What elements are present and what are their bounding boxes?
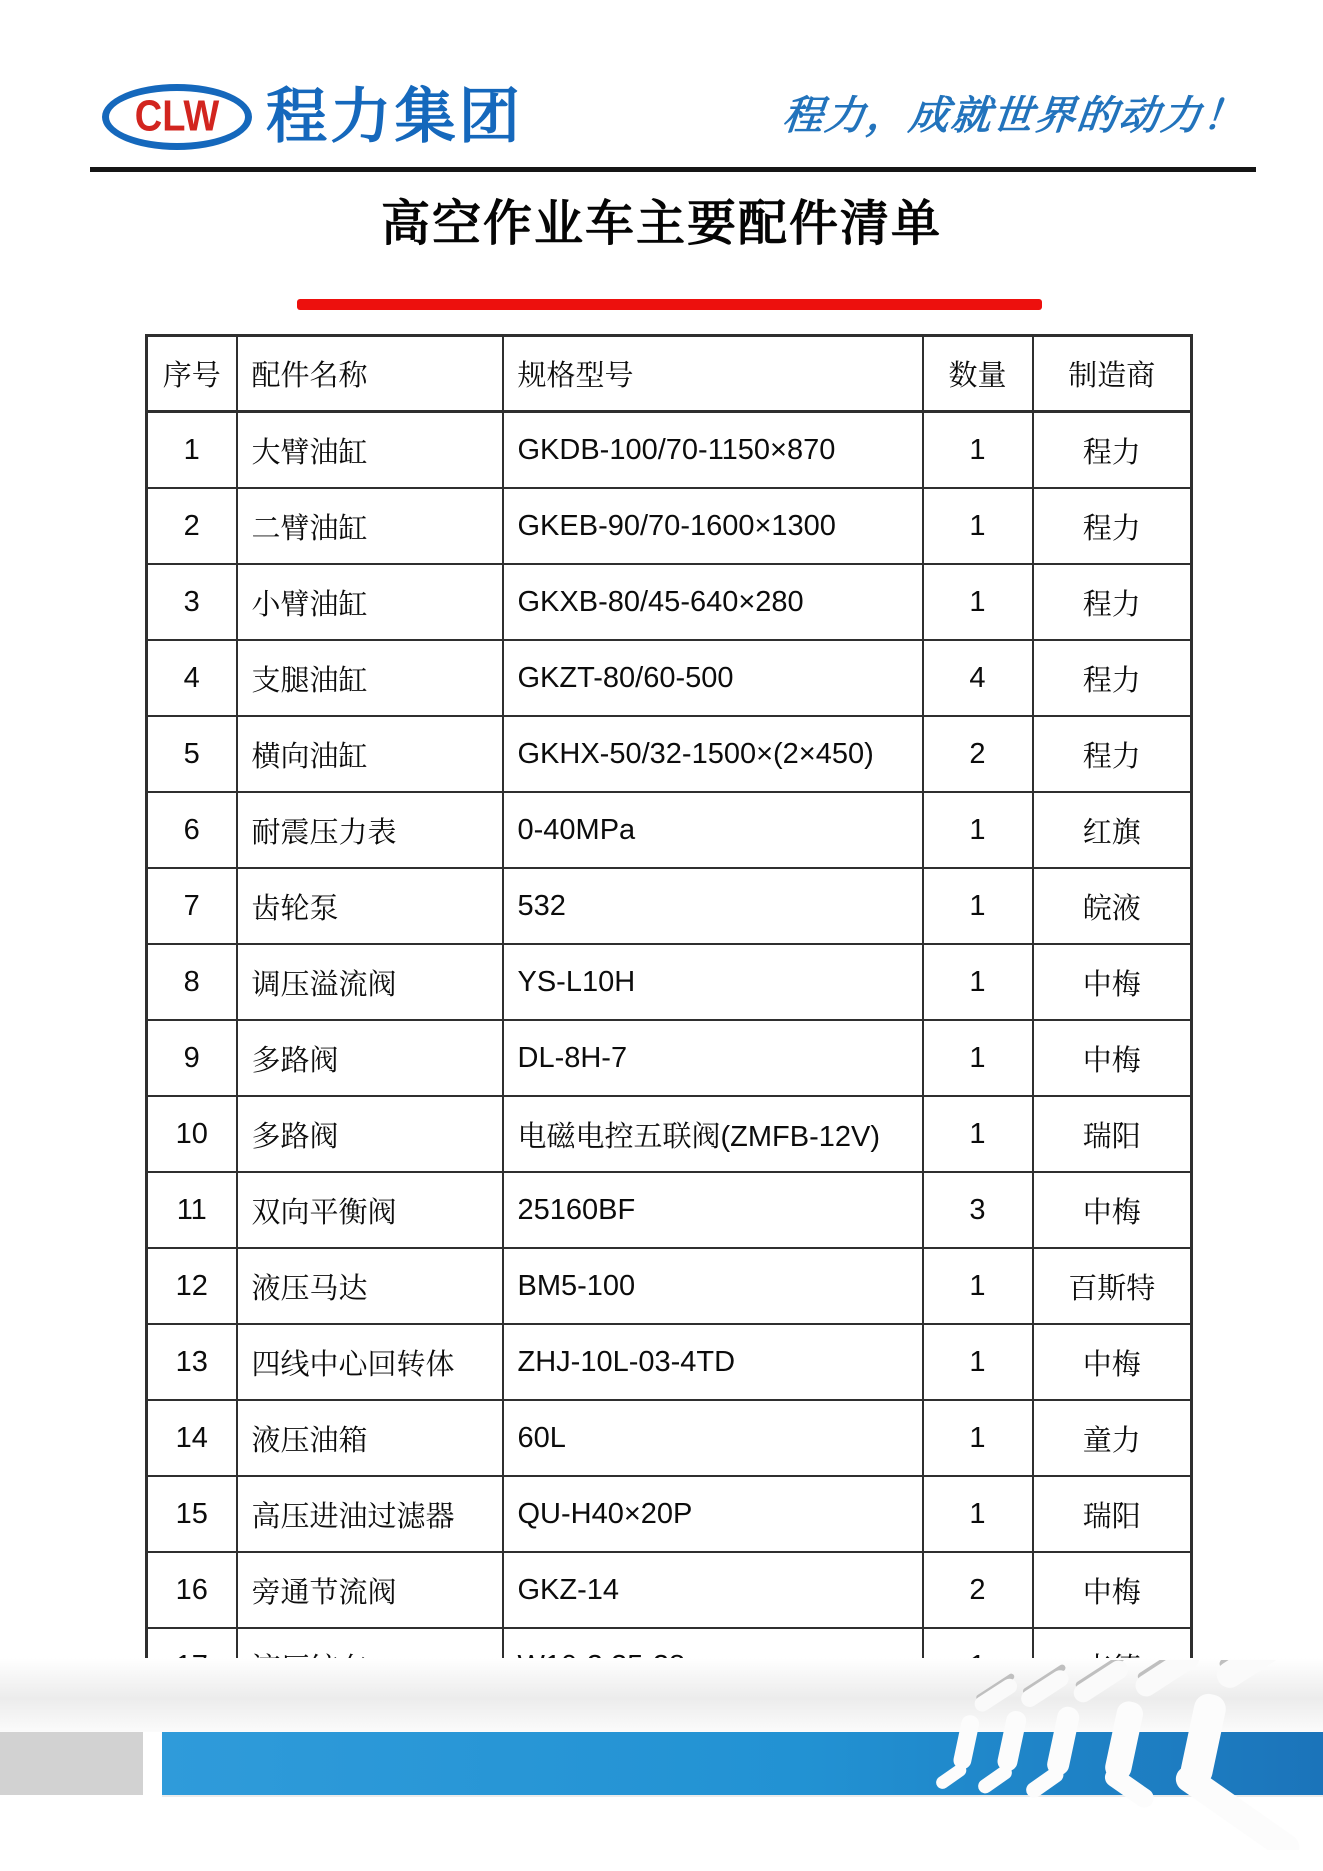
cell-no: 3 xyxy=(147,564,237,640)
column-header-no: 序号 xyxy=(147,336,237,412)
cell-name: 支腿油缸 xyxy=(237,640,503,716)
cell-name: 调压溢流阀 xyxy=(237,944,503,1020)
clw-logo-text: CLW xyxy=(134,92,220,141)
table-row xyxy=(147,792,1192,868)
table-row xyxy=(147,1096,1192,1172)
cell-qty: 1 xyxy=(923,1400,1033,1476)
table-row xyxy=(147,1324,1192,1400)
parts-table xyxy=(145,334,1193,1706)
cell-qty: 1 xyxy=(923,1096,1033,1172)
cell-no: 11 xyxy=(147,1172,237,1248)
cell-no: 10 xyxy=(147,1096,237,1172)
table-row xyxy=(147,716,1192,792)
cell-name: 多路阀 xyxy=(237,1020,503,1096)
cell-no: 7 xyxy=(147,868,237,944)
cell-no: 6 xyxy=(147,792,237,868)
cell-no: 5 xyxy=(147,716,237,792)
cell-spec: 电磁电控五联阀(ZMFB-12V) xyxy=(503,1096,923,1172)
cell-spec: 60L xyxy=(503,1400,923,1476)
header-divider xyxy=(90,167,1256,172)
company-name: 程力集团 xyxy=(266,83,524,150)
cell-maker: 百斯特 xyxy=(1033,1248,1192,1324)
cell-qty: 1 xyxy=(923,1476,1033,1552)
cell-maker: 皖液 xyxy=(1033,868,1192,944)
cell-maker: 程力 xyxy=(1033,412,1192,489)
cell-qty: 1 xyxy=(923,1020,1033,1096)
cell-qty: 1 xyxy=(923,868,1033,944)
table-row xyxy=(147,640,1192,716)
cell-no: 12 xyxy=(147,1248,237,1324)
page-title: 高空作业车主要配件清单 xyxy=(380,197,942,251)
cell-qty: 2 xyxy=(923,716,1033,792)
table-row xyxy=(147,868,1192,944)
cell-qty: 1 xyxy=(923,1324,1033,1400)
cell-qty: 1 xyxy=(923,564,1033,640)
cell-spec: 25160BF xyxy=(503,1172,923,1248)
cell-name: 旁通节流阀 xyxy=(237,1552,503,1628)
cell-name: 二臂油缸 xyxy=(237,488,503,564)
cell-qty: 1 xyxy=(923,488,1033,564)
cell-qty: 2 xyxy=(923,1552,1033,1628)
cell-no: 16 xyxy=(147,1552,237,1628)
cell-spec: GKDB-100/70-1150×870 xyxy=(503,412,923,489)
cell-no: 13 xyxy=(147,1324,237,1400)
cell-qty: 1 xyxy=(923,792,1033,868)
cell-maker: 程力 xyxy=(1033,640,1192,716)
cell-maker: 中梅 xyxy=(1033,1172,1192,1248)
table-header-row xyxy=(147,336,1192,412)
cell-maker: 瑞阳 xyxy=(1033,1096,1192,1172)
parts-table-container xyxy=(145,334,1193,1706)
cell-no: 4 xyxy=(147,640,237,716)
table-row xyxy=(147,1248,1192,1324)
cell-no: 2 xyxy=(147,488,237,564)
cell-name: 多路阀 xyxy=(237,1096,503,1172)
table-row xyxy=(147,412,1192,489)
cell-spec: DL-8H-7 xyxy=(503,1020,923,1096)
cell-maker: 中梅 xyxy=(1033,1552,1192,1628)
table-row xyxy=(147,1552,1192,1628)
cell-qty: 4 xyxy=(923,640,1033,716)
cell-maker: 中梅 xyxy=(1033,1324,1192,1400)
cell-spec: QU-H40×20P xyxy=(503,1476,923,1552)
cell-maker: 程力 xyxy=(1033,564,1192,640)
cell-spec: GKHX-50/32-1500×(2×450) xyxy=(503,716,923,792)
cell-no: 8 xyxy=(147,944,237,1020)
table-row xyxy=(147,1172,1192,1248)
cell-spec: ZHJ-10L-03-4TD xyxy=(503,1324,923,1400)
cell-maker: 程力 xyxy=(1033,488,1192,564)
cell-spec: 532 xyxy=(503,868,923,944)
cell-no: 9 xyxy=(147,1020,237,1096)
cell-name: 耐震压力表 xyxy=(237,792,503,868)
cell-no: 14 xyxy=(147,1400,237,1476)
cell-spec: YS-L10H xyxy=(503,944,923,1020)
cell-no: 15 xyxy=(147,1476,237,1552)
table-row xyxy=(147,488,1192,564)
cell-qty: 3 xyxy=(923,1172,1033,1248)
footer-gray-block xyxy=(0,1732,143,1795)
column-header-qty: 数量 xyxy=(923,336,1033,412)
cell-spec: GKXB-80/45-640×280 xyxy=(503,564,923,640)
cell-spec: GKEB-90/70-1600×1300 xyxy=(503,488,923,564)
cell-name: 大臂油缸 xyxy=(237,412,503,489)
cell-name: 液压马达 xyxy=(237,1248,503,1324)
cell-maker: 红旗 xyxy=(1033,792,1192,868)
cell-name: 双向平衡阀 xyxy=(237,1172,503,1248)
cell-spec: GKZT-80/60-500 xyxy=(503,640,923,716)
cell-spec: BM5-100 xyxy=(503,1248,923,1324)
parts-table-body xyxy=(147,412,1192,1705)
cell-spec: 0-40MPa xyxy=(503,792,923,868)
cell-maker: 童力 xyxy=(1033,1400,1192,1476)
clw-logo xyxy=(102,84,252,150)
table-row xyxy=(147,944,1192,1020)
table-row xyxy=(147,564,1192,640)
cell-maker: 程力 xyxy=(1033,716,1192,792)
table-row xyxy=(147,1400,1192,1476)
cell-name: 齿轮泵 xyxy=(237,868,503,944)
cell-name: 横向油缸 xyxy=(237,716,503,792)
cell-maker: 中梅 xyxy=(1033,944,1192,1020)
cell-name: 液压油箱 xyxy=(237,1400,503,1476)
column-header-maker: 制造商 xyxy=(1033,336,1192,412)
cell-name: 小臂油缸 xyxy=(237,564,503,640)
brand-slogan: 程力，成就世界的动力！ xyxy=(780,94,1248,138)
cell-name: 高压进油过滤器 xyxy=(237,1476,503,1552)
cell-qty: 1 xyxy=(923,412,1033,489)
cell-maker: 中梅 xyxy=(1033,1020,1192,1096)
footer-claw-marks-icon xyxy=(935,1660,1323,1850)
title-underline xyxy=(297,299,1042,310)
cell-no: 1 xyxy=(147,412,237,489)
cell-qty: 1 xyxy=(923,1248,1033,1324)
cell-maker: 瑞阳 xyxy=(1033,1476,1192,1552)
table-row xyxy=(147,1020,1192,1096)
cell-qty: 1 xyxy=(923,944,1033,1020)
cell-spec: GKZ-14 xyxy=(503,1552,923,1628)
column-header-spec: 规格型号 xyxy=(503,336,923,412)
cell-name: 四线中心回转体 xyxy=(237,1324,503,1400)
column-header-name: 配件名称 xyxy=(237,336,503,412)
table-row xyxy=(147,1476,1192,1552)
